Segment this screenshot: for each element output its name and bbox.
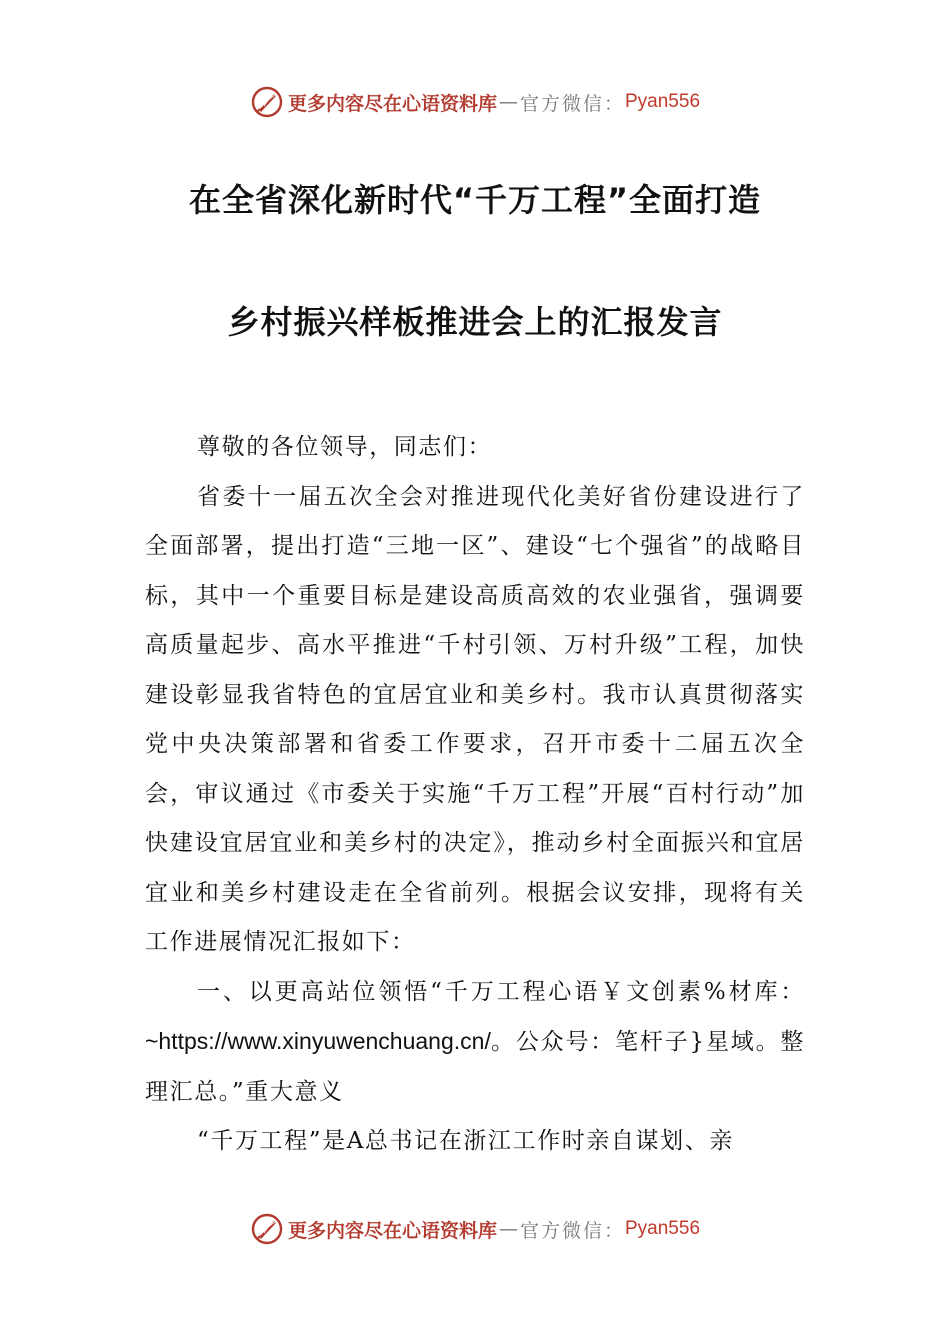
salutation: 尊敬的各位领导，同志们： bbox=[197, 434, 493, 460]
paragraph-second: “千万工程”是A总书记在浙江工作时亲自谋划、亲 bbox=[197, 1128, 734, 1154]
document-title-line-1: 在全省深化新时代“千万工程”全面打造 bbox=[188, 181, 762, 219]
footer-site-text: 更多内容尽在心语资料库 bbox=[287, 1219, 497, 1242]
document-body bbox=[145, 423, 805, 1167]
banner-site-text: 更多内容尽在心语资料库 bbox=[287, 92, 497, 115]
banner-dash: — bbox=[498, 91, 518, 113]
banner-wechat-id: Pyan556 bbox=[625, 91, 701, 112]
paragraph-intro: 省委十一届五次全会对推进现代化美好省份建设进行了全面部署，提出打造“三地一区”、建设“七个强省”的战略目标，其中一个重要目标是建设高质高效的农业强省，强调要高质量起步、高水平推进“千村引领、万村升级”工程，加快建设彰显我省特色的宜居宜业和美乡村。我市认真贯彻落实党中央决策部署和省委工作要求，召开市委十二届五次全会，审议通过《市委关于实施“千万工程”开展“百村行动”加快建设宜居宜业和美乡村的决定》，推动乡村全面振兴和宜居宜业和美乡村建设走在全省前列。根据会议安排，现将有关工作进展情况汇报如下： bbox=[145, 483, 805, 955]
document-title-line-2: 乡村振兴样板推进会上的汇报发言 bbox=[227, 303, 723, 341]
footer-dash: — bbox=[498, 1218, 518, 1240]
section-heading-1-text: 一、以更高站位领悟“千万工程心语￥文创素%材库： bbox=[197, 978, 805, 1005]
header-watermark-banner bbox=[0, 82, 950, 122]
footer-watermark-banner bbox=[0, 1209, 950, 1249]
footer-wechat-id: Pyan556 bbox=[625, 1218, 701, 1239]
quill-logo-icon bbox=[250, 85, 284, 119]
section-heading-1-tail: 。公众号：笔杆子}星域。整理汇总。”重大意义 bbox=[145, 1029, 805, 1105]
footer-wechat-label: 官方微信： bbox=[519, 1219, 625, 1242]
banner-wechat-label: 官方微信： bbox=[519, 92, 625, 115]
section-heading-1-url: ~https://www.xinyuwenchuang.cn/ bbox=[145, 1028, 491, 1054]
quill-logo-icon bbox=[250, 1212, 284, 1246]
section-heading-1 bbox=[145, 968, 805, 1118]
